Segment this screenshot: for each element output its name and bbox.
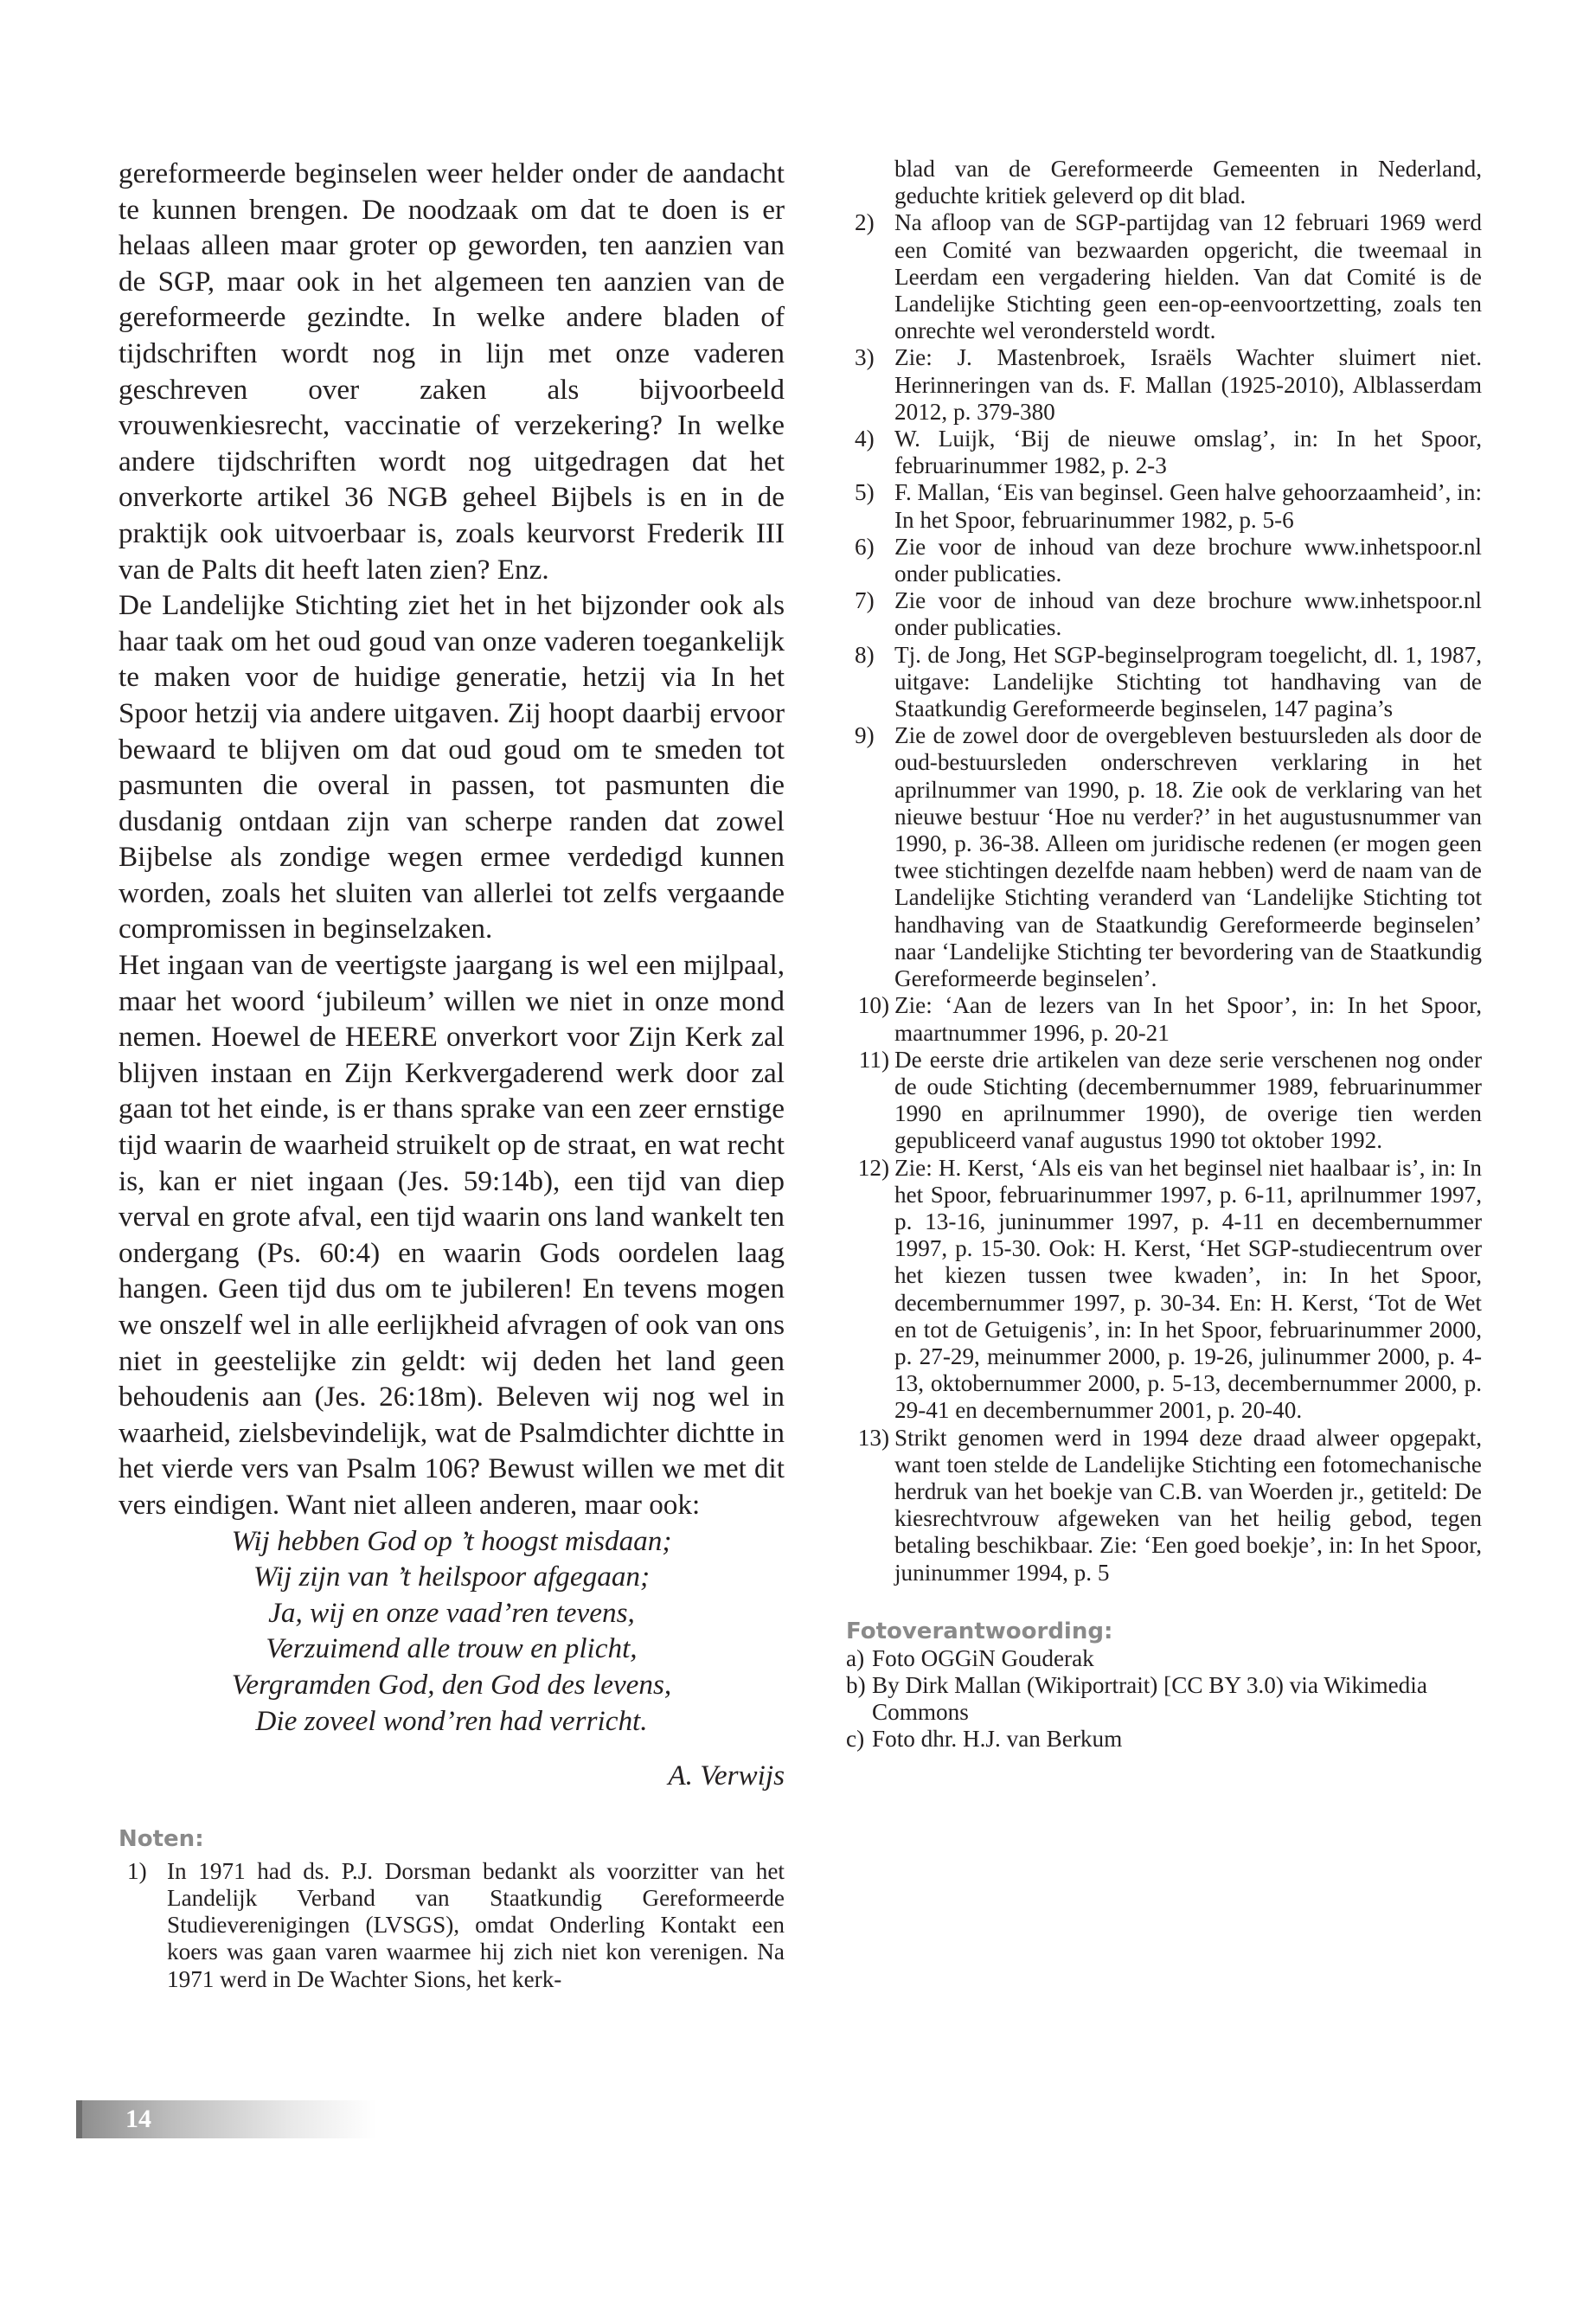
footnote-number: 13) bbox=[857, 1424, 889, 1451]
footnote-number: 11) bbox=[858, 1046, 889, 1073]
paragraph: De Landelijke Stichting ziet het in het bijzonder ook als haar taak om het oud goud van onze vaderen toegankelijk te maken voor de huidige generatie, hetzij via In het Spoor hetzij via andere uitgaven. Zij hoopt daarbij ervoor bewaard te blijven om dat oud goud om te smeden tot pasmunten die overal in passen, tot pasmunten die dusdanig ontdaan zijn van scherpe randen dat zowel Bijbelse als zondige wegen ermee verdedigd kunnen worden, zoals het sluiten van allerlei tot zelfs vergaande compromissen in beginselzaken. bbox=[119, 589, 785, 945]
footnote bbox=[846, 344, 1482, 426]
author-signature: A. Verwijs bbox=[668, 1759, 785, 1792]
left-column bbox=[119, 156, 785, 1993]
credit-label: a) bbox=[846, 1644, 865, 1671]
footnote-number: 5) bbox=[855, 479, 875, 506]
footnote-number: 2) bbox=[855, 209, 875, 236]
page-number: 14 bbox=[125, 2105, 151, 2133]
notes-heading: Noten: bbox=[119, 1825, 204, 1852]
footnote bbox=[846, 1155, 1482, 1425]
article-body bbox=[119, 156, 785, 1523]
footnote bbox=[846, 534, 1482, 587]
poem-line: Wij hebben God op ’t hoogst misdaan; bbox=[231, 1524, 672, 1557]
footnote-number: 3) bbox=[855, 344, 875, 371]
footnote-text: F. Mallan, ‘Eis van beginsel. Geen halve gehoorzaamheid’, in: In het Spoor, februarinummer 1982, p. 5-6 bbox=[894, 479, 1482, 533]
footnote-text: Zie: H. Kerst, ‘Als eis van het beginsel niet haalbaar is’, in: In het Spoor, februarinummer 1997, p. 6-11, aprilnummer 1997, p. 13-16, juninummer 1997, p. 4-11 en decembernummer 1997, p. 15-30. Ook: H. Kerst, ‘Het SGP-studiecentrum over het kiezen tussen twee kwaden’, in: In het Spoor, decembernummer 1997, p. 30-34. En: H. Kerst, ‘Tot de Wet en tot de Getuigenis’, in: In het Spoor, februarinummer 2000, p. 27-29, meinummer 2000, p. 19-26, julinummer 2000, p. 4-13, oktobernummer 2000, p. 5-13, decembernummer 2000, p. 29-41 en decembernummer 2001, p. 20-40. bbox=[894, 1154, 1482, 1424]
footnote bbox=[846, 587, 1482, 641]
footnote-text: W. Luijk, ‘Bij de nieuwe omslag’, in: In het Spoor, februarinummer 1982, p. 2-3 bbox=[894, 426, 1482, 479]
poem-line: Die zoveel wond’ren had verricht. bbox=[255, 1704, 648, 1737]
credit-text: Foto OGGiN Gouderak bbox=[872, 1644, 1094, 1671]
footnote-continuation: blad van de Gereformeerde Gemeenten in Nederland, geduchte kritiek geleverd op dit blad. bbox=[894, 156, 1482, 209]
credit-text: By Dirk Mallan (Wikiportrait) [CC BY 3.0) via Wikimedia Commons bbox=[872, 1671, 1427, 1726]
footnote-number: 6) bbox=[855, 533, 875, 560]
footnote-text: Zie de zowel door de overgebleven bestuursleden als door de oud-bestuursleden onderschreven verklaring in het aprilnummer van 1990, p. 18. Zie ook de verklaring van het nieuwe bestuur ‘Hoe nu verder?’ in het augustusnummer van 1990, p. 36-38. Alleen om juridische redenen (er mogen geen twee stichtingen dezelfde naam hebben) werd de naam van de Landelijke Stichting veranderd van ‘Landelijke Stichting tot handhaving van de Staatkundig Gereformeerde beginselen’ naar ‘Landelijke Stichting ter bevordering van de Staatkundig Gereformeerde beginselen’. bbox=[894, 722, 1482, 992]
poem-line: Verzuimend alle trouw en plicht, bbox=[266, 1632, 638, 1665]
poem-line: Vergramden God, den God des levens, bbox=[231, 1668, 672, 1701]
photo-credit bbox=[846, 1726, 1482, 1753]
footnote-text: Strikt genomen werd in 1994 deze draad alweer opgepakt, want toen stelde de Landelijke Stichting een fotomechanische herdruk van het boekje van C.B. van Woerden jr., getiteld: De kiesrechtvrouw afgeweken van het heilig gebod, tegen betaling beschikbaar. Zie: ‘Een goed boekje’, in: In het Spoor, juninummer 1994, p. 5 bbox=[894, 1424, 1482, 1586]
footnote-number: 8) bbox=[855, 641, 875, 668]
footnote bbox=[846, 992, 1482, 1046]
psalm-verse bbox=[119, 1523, 785, 1740]
photo-credits-heading: Fotoverantwoording: bbox=[846, 1618, 1113, 1644]
footnote-text: Zie: ‘Aan de lezers van In het Spoor’, in: In het Spoor, maartnummer 1996, p. 20-21 bbox=[894, 992, 1482, 1046]
footnote bbox=[846, 479, 1482, 533]
footnote-number: 1) bbox=[127, 1857, 147, 1884]
footnote bbox=[846, 1047, 1482, 1155]
photo-credit bbox=[846, 1645, 1482, 1672]
page-number-bar bbox=[76, 2100, 376, 2138]
credit-label: c) bbox=[846, 1726, 865, 1753]
credit-label: b) bbox=[846, 1671, 866, 1698]
right-column bbox=[846, 156, 1482, 1753]
footnote bbox=[846, 426, 1482, 479]
photo-credit bbox=[846, 1672, 1482, 1726]
poem-line: Ja, wij en onze vaad’ren tevens, bbox=[268, 1596, 635, 1629]
footnote-text: Tj. de Jong, Het SGP-beginselprogram toegelicht, dl. 1, 1987, uitgave: Landelijke Stichting tot handhaving van de Staatkundig Gereformeerde beginselen, 147 pagina’s bbox=[894, 641, 1482, 722]
footnote-text: Zie voor de inhoud van deze brochure www.inhetspoor.nl onder publicaties. bbox=[894, 587, 1482, 641]
footnote-number: 12) bbox=[857, 1154, 889, 1181]
paragraph: Het ingaan van de veertigste jaargang is wel een mijlpaal, maar het woord ‘jubileum’ willen we niet in onze mond nemen. Hoewel de HEERE onverkort voor Zijn Kerk zal blijven instaan en Zijn Kerkvergaderend werk door zal gaan tot het einde, is er thans sprake van een zeer ernstige tijd waarin de waarheid struikelt op de straat, en wat recht is, kan er niet ingaan (Jes. 59:14b), een tijd van diep verval en grote afval, een tijd waarin ons land wankelt ten ondergang (Ps. 60:4) en waarin Gods oordelen laag hangen. Geen tijd dus om te jubileren! En tevens mogen we onszelf wel in alle eerlijkheid afvragen of ook van ons niet in geestelijke zin geldt: wij deden het land geen behoudenis aan (Jes. 26:18m). Beleven wij nog wel in waarheid, zielsbevindelijk, wat de Psalmdichter dichtte in het vierde vers van Psalm 106? Bewust willen we met dit vers eindigen. Want niet alleen anderen, maar ook: bbox=[119, 949, 785, 1521]
footnote-number: 4) bbox=[855, 426, 875, 452]
credit-text: Foto dhr. H.J. van Berkum bbox=[872, 1726, 1123, 1753]
footnote bbox=[846, 1425, 1482, 1586]
footnote-text: De eerste drie artikelen van deze serie verschenen nog onder de oude Stichting (decembernummer 1989, februarinummer 1990 en aprilnummer 1990), de overige tien werden gepubliceerd vanaf augustus 1990 tot oktober 1992. bbox=[894, 1046, 1482, 1154]
footnote bbox=[846, 722, 1482, 992]
footnote-text: Zie: J. Mastenbroek, Israëls Wachter sluimert niet. Herinneringen van ds. F. Mallan (1925-2010), Alblasserdam 2012, p. 379-380 bbox=[894, 344, 1482, 425]
footnote-number: 9) bbox=[855, 722, 875, 749]
footnote-text: Zie voor de inhoud van deze brochure www.inhetspoor.nl onder publicaties. bbox=[894, 533, 1482, 587]
poem-line: Wij zijn van ’t heilspoor afgegaan; bbox=[253, 1561, 651, 1593]
footnote-number: 10) bbox=[857, 992, 889, 1019]
photo-credits-list bbox=[846, 1645, 1482, 1753]
footnote-text: In 1971 had ds. P.J. Dorsman bedankt als voorzitter van het Landelijk Verband van Staatkundig Gereformeerde Studieverenigingen (LVSGS), omdat Onderling Kontakt een koers was gaan varen waarmee hij zich niet kon verenigen. Na 1971 werd in De Wachter Sions, het kerk- bbox=[167, 1857, 785, 1992]
footnote bbox=[846, 642, 1482, 723]
footnote-number: 7) bbox=[855, 587, 875, 614]
footnote bbox=[846, 209, 1482, 344]
footnote bbox=[119, 1858, 785, 1993]
footnote-list bbox=[846, 209, 1482, 1586]
footnote-text: Na afloop van de SGP-partijdag van 12 februari 1969 werd een Comité van bezwaarden opgericht, die tweemaal in Leerdam een vergadering hielden. Van dat Comité is de Landelijke Stichting geen een-op-eenvoortzetting, zoals ten onrechte wel verondersteld wordt. bbox=[894, 209, 1482, 344]
paragraph: gereformeerde beginselen weer helder onder de aandacht te kunnen brengen. De noodzaak om dat te doen is er helaas alleen maar groter op geworden, ten aanzien van de SGP, maar ook in het algemeen ten aanzien van de gereformeerde gezindte. In welke andere bladen of tijdschriften wordt nog in lijn met onze vaderen geschreven over zaken als bijvoorbeeld vrouwenkiesrecht, vaccinatie of verzekering? In welke andere tijdschriften wordt nog uitgedragen dat het onverkorte artikel 36 NGB geheel Bijbels is en in de praktijk ook uitvoerbaar is, zoals keurvorst Frederik III van de Palts dit heeft laten zien? Enz. bbox=[119, 157, 785, 586]
